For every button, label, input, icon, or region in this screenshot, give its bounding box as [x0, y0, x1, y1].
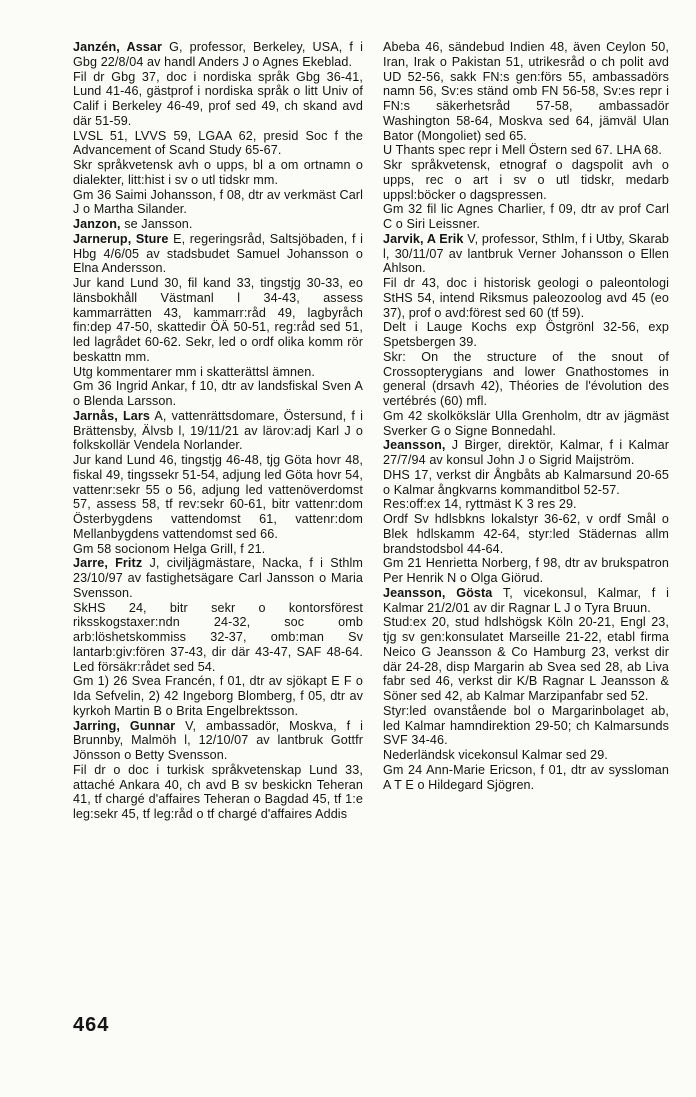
entry-text: Utg kommentarer mm i skatterättsl ämnen.	[73, 364, 315, 379]
entry-text: Fil dr o doc i turkisk språkvetenskap Lund 33, attaché Ankara 40, ch avd B sv beskickn Teheran 41, tf chargé d'affaires Teheran o Bagdad 45, tf 1:e leg:sekr 45, tf leg:råd o tf chargé d'affaires Addis	[73, 762, 363, 821]
entry-text: Gm 32 fil lic Agnes Charlier, f 09, dtr av prof Carl C o Siri Leissner.	[383, 202, 669, 231]
entry-text: Fil dr 43, doc i historisk geologi o paleontologi StHS 54, intend Riksmus paleozoolog avd 45 (eo 37), prof o avd:förest sed 60 (tf 59).	[383, 276, 669, 320]
entry-paragraph	[73, 379, 363, 409]
entry-name: Jarnås, Lars	[73, 408, 150, 423]
entry-paragraph	[383, 615, 669, 704]
entry-text: Res:off:ex 14, ryttmäst K 3 res 29.	[383, 497, 577, 512]
entry-text: Gm 1) 26 Svea Francén, f 01, dtr av sjökapt E F o Ida Sefvelin, 2) 42 Ingeborg Blomberg, f 05, dtr av kyrkoh Martin B o Brita Engelbrektsson.	[73, 674, 363, 718]
entry-heading-paragraph	[73, 217, 363, 232]
entry-text: Delt i Lauge Kochs exp Östgrönl 32-56, exp Spetsbergen 39.	[383, 320, 669, 349]
entry-text: J Birger, direktör, Kalmar, f i Kalmar 27/7/94 av konsul John J o Sigrid Maijström.	[383, 438, 669, 467]
entry-heading-paragraph	[73, 232, 363, 276]
entry-paragraph	[73, 158, 363, 188]
entry-paragraph	[73, 601, 363, 675]
entry-paragraph	[383, 40, 669, 143]
entry-heading-paragraph	[73, 719, 363, 763]
entry-text: Skr språkvetensk avh o upps, bl a om ortnamn o dialekter, litt:hist i sv o utl tidskr mm.	[73, 158, 363, 187]
entry-text: Gm 36 Ingrid Ankar, f 10, dtr av landsfiskal Sven A o Blenda Larsson.	[73, 379, 363, 408]
entry-text: Gm 24 Ann-Marie Ericson, f 01, dtr av syssloman A T E o Hildegard Sjögren.	[383, 762, 669, 792]
entry-text: T, vicekonsul, Kalmar, f i Kalmar 21/2/01 av dir Ragnar L J o Tyra Bruun.	[383, 585, 669, 615]
entry-paragraph	[383, 763, 669, 793]
entry-name: Jeansson,	[383, 438, 446, 453]
entry-text: Jur kand Lund 30, fil kand 33, tingstjg 30-33, eo länsbokhåll Västmanl l 34-43, assess kammarrätten 43, kammarr:råd 49, lagbyråch fin:dep 47-50, skattedir ÖÄ 50-51, reg:råd sed 51, led lagrådet 60-62. Sekr, led o ordf olika komm rör beskattn mm.	[73, 276, 363, 364]
entry-paragraph	[73, 188, 363, 218]
entry-text: Nederländsk vicekonsul Kalmar sed 29.	[383, 748, 608, 762]
entry-name: Jarre, Fritz	[73, 556, 143, 571]
entry-name: Jeansson, Gösta	[383, 585, 493, 600]
entry-text: G, professor, Berkeley, USA, f i Gbg 22/8/04 av handl Anders J o Agnes Ekeblad.	[73, 40, 363, 69]
entry-text: Skr språkvetensk, etnograf o dagspolit avh o upps, rec o art i sv o utl tidskr, medarb uppsl:böcker o dagspressen.	[383, 158, 669, 202]
entry-text: SkHS 24, bitr sekr o kontorsförest riksskogstaxer:ndn 24-32, soc omb arb:löshetskommiss 32-37, omb:man Sv lantarb:giv:fören 37-43, dir där 43-47, SAF 48-64. Led försäkr:rådet sed 54.	[73, 600, 363, 674]
entry-paragraph	[73, 542, 363, 557]
entry-name: Jarvik, A Erik	[383, 231, 464, 246]
entry-text: Stud:ex 20, stud hdlshögsk Köln 20-21, Engl 23, tjg sv gen:konsulatet Marseille 21-22, etabl firma Neico G Jeansson & Co Hamburg 23, verkst dir där 24-28, disp Margarin ab Svea sed 28, ab Liva fabr sed 46, verkst dir K/B Ragnar L Jeansson & Söner sed 42, ab Kalmar Marzipanfabr sed 52.	[383, 615, 669, 703]
entry-paragraph	[383, 748, 669, 763]
entry-paragraph	[73, 674, 363, 718]
entry-paragraph	[383, 512, 669, 556]
entry-paragraph	[383, 409, 669, 439]
entry-paragraph	[383, 202, 669, 232]
entry-name: Janzén, Assar	[73, 40, 163, 54]
entry-text: E, regeringsråd, Saltsjöbaden, f i Hbg 4/6/05 av stadsbudet Samuel Johansson o Elna Andersson.	[73, 231, 363, 276]
entry-paragraph	[383, 276, 669, 320]
entry-heading-paragraph	[73, 556, 363, 600]
entry-text: Ordf Sv hdlsbkns lokalstyr 36-62, v ordf Smål o Blek hdlskamm 42-64, styr:led Städernas allm brandstodsbol 44-64.	[383, 512, 669, 556]
entry-heading-paragraph	[73, 40, 363, 70]
page-number: 464	[73, 1014, 110, 1036]
entry-paragraph	[383, 556, 669, 586]
entry-text: Styr:led ovanstående bol o Margarinbolaget ab, led Kalmar hamndirektion 29-50; ch Kalmarsunds SVF 34-46.	[383, 703, 669, 748]
entry-name: Jarnerup, Sture	[73, 231, 169, 246]
entry-text: Gm 21 Henrietta Norberg, f 98, dtr av brukspatron Per Henrik N o Olga Giörud.	[383, 556, 669, 585]
entry-paragraph	[383, 704, 669, 748]
entry-heading-paragraph	[383, 438, 669, 468]
entry-text: Gm 58 socionom Helga Grill, f 21.	[73, 541, 266, 556]
entry-paragraph	[73, 129, 363, 159]
entry-text: V, ambassadör, Moskva, f i Brunnby, Malmöh l, 12/10/07 av lantbruk Gottfr Jönsson o Betty Svensson.	[73, 718, 363, 762]
entry-paragraph	[383, 497, 669, 512]
entry-paragraph	[73, 276, 363, 365]
entry-paragraph	[383, 350, 669, 409]
entry-paragraph	[73, 453, 363, 542]
entry-text: Abeba 46, sändebud Indien 48, även Ceylon 50, Iran, Irak o Pakistan 51, utrikesråd o ch polit avd UD 52-56, sakk FN:s gen:förs 55, ambassadörs namn 56, Sv:es ständ omb FN 56-58, Sv:es repr i FN:s säkerhetsråd 57-58, ambassadör Washington 58-64, Moskva sed 64, jämväl Ulan Bator (Mongoliet) sed 65.	[383, 40, 669, 143]
entry-heading-paragraph	[383, 232, 669, 276]
entry-paragraph	[383, 143, 669, 158]
entry-paragraph	[383, 320, 669, 350]
entry-text: Fil dr Gbg 37, doc i nordiska språk Gbg 36-41, Lund 41-46, gästprof i nordiska språk o litt Univ of Calif i Berkeley 46-49, prof sed 49, ch skand avd där 51-59.	[73, 69, 363, 128]
entry-text: J, civiljägmästare, Nacka, f i Sthlm 23/10/97 av fastighetsägare Carl Jansson o Maria Svensson.	[73, 556, 363, 600]
entry-heading-paragraph	[73, 409, 363, 453]
entry-text: DHS 17, verkst dir Ångbåts ab Kalmarsund 20-65 o Kalmar ångkvarns kommanditbol 52-57.	[383, 467, 669, 497]
entry-name: Janzon,	[73, 217, 121, 231]
entry-paragraph	[73, 763, 363, 822]
right-column	[383, 40, 669, 792]
entry-paragraph	[383, 158, 669, 202]
entry-text: LVSL 51, LVVS 59, LGAA 62, presid Soc f the Advancement of Scand Study 65-67.	[73, 128, 363, 158]
entry-paragraph	[383, 468, 669, 498]
entry-text: V, professor, Sthlm, f i Utby, Skarab l, 30/11/07 av lantbruk Verner Johansson o Ellen Ahlson.	[383, 231, 670, 276]
entry-heading-paragraph	[383, 586, 669, 616]
entry-text: Gm 36 Saimi Johansson, f 08, dtr av verkmäst Carl J o Martha Silander.	[73, 187, 363, 217]
entry-text: Jur kand Lund 46, tingstjg 46-48, tjg Göta hovr 48, fiskal 49, tingssekr 51-54, adjung led Göta hovr 54, vattenr:sekr 55 o 56, adjung led vattenöverdomst 57, assess 58, tf rev:sekr 60-61, bitr vattenr:dom Österbygdens vattendomst 61, vattenr:dom Mellanbygdens vattendomst sed 66.	[73, 453, 363, 541]
entry-name: Jarring, Gunnar	[73, 718, 176, 733]
entry-paragraph	[73, 365, 363, 380]
entry-text: se Jansson.	[120, 217, 193, 231]
entry-text: Skr: On the structure of the snout of Crossopterygians and lower Gnathostomes in general (drsavh 42), Théories de l'évolution des vertébrés (60) mfl.	[383, 349, 669, 408]
entry-text: Gm 42 skolkökslär Ulla Grenholm, dtr av jägmäst Sverker G o Signe Bonnedahl.	[383, 408, 669, 438]
entry-text: U Thants spec repr i Mell Östern sed 67. LHA 68.	[383, 143, 662, 158]
entry-text: A, vattenrättsdomare, Östersund, f i Brättensby, Älvsb l, 19/11/21 av lärov:adj Karl J o folkskollär Vendela Norlander.	[73, 408, 363, 453]
left-column	[73, 40, 363, 822]
entry-paragraph	[73, 70, 363, 129]
